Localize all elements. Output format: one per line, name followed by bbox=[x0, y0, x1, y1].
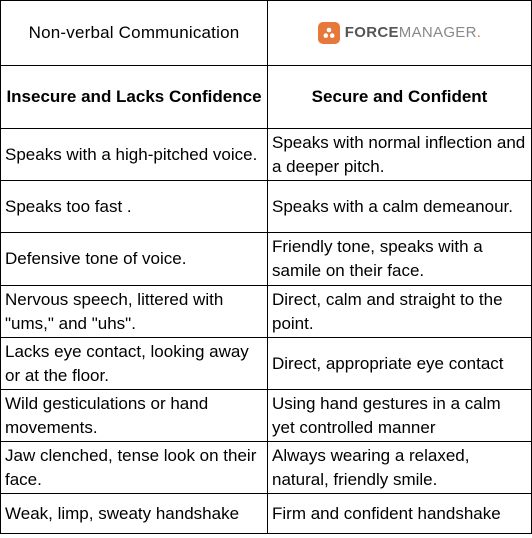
secure-cell: Speaks with a calm demeanour. bbox=[268, 181, 532, 233]
secure-cell: Always wearing a relaxed, natural, friendly smile. bbox=[268, 442, 532, 494]
table-row bbox=[1, 286, 532, 338]
insecure-cell: Speaks with a high-pitched voice. bbox=[1, 129, 268, 181]
table-title: Non-verbal Communication bbox=[1, 1, 268, 66]
table-row bbox=[1, 494, 532, 534]
table-row bbox=[1, 233, 532, 286]
logo-word-dot: . bbox=[476, 24, 482, 42]
secure-cell: Speaks with normal inflection and a deeper pitch. bbox=[268, 129, 532, 181]
insecure-cell: Defensive tone of voice. bbox=[1, 233, 268, 286]
table-row bbox=[1, 390, 532, 442]
table-row bbox=[1, 129, 532, 181]
table-row bbox=[1, 181, 532, 233]
logo-cell bbox=[268, 1, 532, 66]
insecure-cell: Jaw clenched, tense look on their face. bbox=[1, 442, 268, 494]
title-row bbox=[1, 1, 532, 66]
logo-word-manager: MANAGER bbox=[398, 24, 477, 42]
left-column-heading: Insecure and Lacks Confidence bbox=[1, 66, 268, 129]
table-row bbox=[1, 338, 532, 390]
secure-cell: Using hand gestures in a calm yet controlled manner bbox=[268, 390, 532, 442]
secure-cell: Friendly tone, speaks with a samile on their face. bbox=[268, 233, 532, 286]
insecure-cell: Weak, limp, sweaty handshake bbox=[1, 494, 268, 534]
insecure-cell: Speaks too fast . bbox=[1, 181, 268, 233]
secure-cell: Direct, appropriate eye contact bbox=[268, 338, 532, 390]
insecure-cell: Nervous speech, littered with "ums," and "uhs". bbox=[1, 286, 268, 338]
insecure-cell: Lacks eye contact, looking away or at the floor. bbox=[1, 338, 268, 390]
column-header-row bbox=[1, 66, 532, 129]
secure-cell: Direct, calm and straight to the point. bbox=[268, 286, 532, 338]
logo-word-force: FORCE bbox=[344, 24, 399, 42]
logo-wordmark bbox=[345, 21, 481, 45]
forcemanager-logo bbox=[318, 21, 481, 45]
forcemanager-logo-icon bbox=[318, 22, 340, 44]
table-row bbox=[1, 442, 532, 494]
insecure-cell: Wild gesticulations or hand movements. bbox=[1, 390, 268, 442]
secure-cell: Firm and confident handshake bbox=[268, 494, 532, 534]
right-column-heading: Secure and Confident bbox=[268, 66, 532, 129]
